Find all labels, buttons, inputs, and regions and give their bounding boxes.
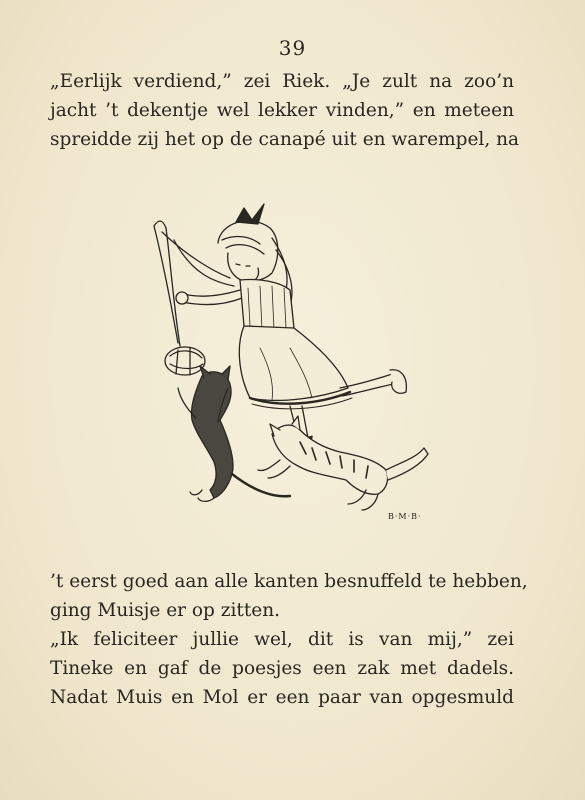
- text-line: Nadat Muis en Mol er een paar van opgesmuld: [50, 687, 514, 708]
- text-line: Tineke en gaf de poesjes een zak met dadels.: [50, 658, 514, 679]
- text-line: spreidde zij het op de canapé uit en warempel, na: [50, 129, 520, 150]
- text-line: „Ik feliciteer jullie wel, dit is van mij,” zei: [50, 629, 514, 650]
- text-line: ’t eerst goed aan alle kanten besnuffeld te hebben,: [50, 571, 528, 592]
- bottom-paragraphs: [50, 567, 528, 712]
- text-line: „Eerlijk verdiend,” zei Riek. „Je zult na zoo’n: [50, 71, 514, 92]
- top-paragraph: [50, 67, 520, 154]
- page-number: 39: [278, 36, 307, 60]
- girl-and-cats-illustration: [140, 198, 440, 528]
- illustrator-signature: B·M·B·: [388, 512, 422, 521]
- text-line: jacht ’t dekentje wel lekker vinden,” en meteen: [50, 100, 514, 121]
- text-line: ging Muisje er op zitten.: [50, 600, 281, 621]
